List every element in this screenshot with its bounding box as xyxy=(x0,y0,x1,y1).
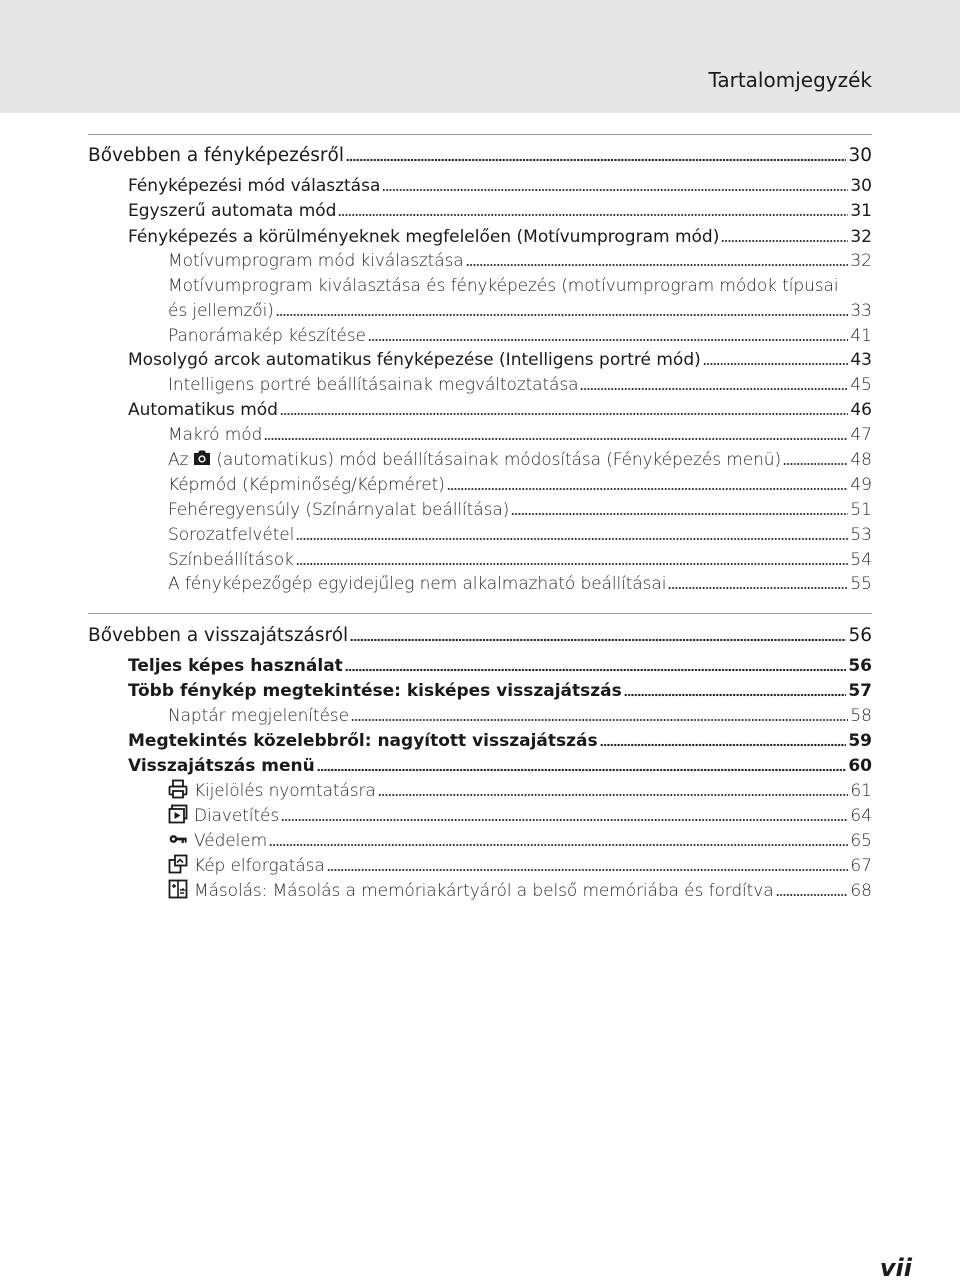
toc-subentry[interactable] xyxy=(168,522,872,548)
toc-subentry[interactable] xyxy=(168,878,872,904)
slide-show-icon xyxy=(168,804,188,824)
dot-leader xyxy=(580,387,848,391)
toc-subentry[interactable] xyxy=(168,571,872,597)
section-divider xyxy=(88,613,872,614)
entry-label: Makró mód xyxy=(168,425,263,445)
entry-page-number: 51 xyxy=(850,500,872,520)
dot-leader xyxy=(280,412,848,416)
dot-leader xyxy=(351,718,848,722)
entry-label: Színbeállítások xyxy=(168,550,294,570)
dot-leader xyxy=(466,263,849,267)
entry-page-number: 53 xyxy=(850,525,872,545)
toc-subentry[interactable] xyxy=(168,778,872,804)
toc-subentry[interactable] xyxy=(168,703,872,729)
entry-label: Egyszerű automata mód xyxy=(128,201,337,221)
entry-label: Sorozatfelvétel xyxy=(168,525,295,545)
entry-label: Automatikus mód xyxy=(128,400,278,420)
copy-icon xyxy=(168,879,188,899)
entry-text xyxy=(128,198,336,224)
dot-leader xyxy=(776,893,849,897)
entry-text xyxy=(168,497,509,523)
toc-subentry[interactable] xyxy=(168,497,872,523)
entry-page-number: 61 xyxy=(850,781,872,801)
section-title[interactable] xyxy=(88,623,872,649)
entry-text xyxy=(128,397,278,423)
dot-leader xyxy=(783,462,848,466)
entry-page-number: 45 xyxy=(850,375,872,395)
entry-page-number: 58 xyxy=(850,706,872,726)
dot-leader xyxy=(447,487,849,491)
section-title[interactable] xyxy=(88,143,872,169)
entry-label: Kijelölés nyomtatásra xyxy=(194,781,376,801)
entry-label: Kép elforgatása xyxy=(194,856,325,876)
dot-leader xyxy=(378,793,849,797)
entry-label: Fényképezés a körülményeknek megfelelően (Motívumprogram mód) xyxy=(128,227,720,247)
toc-entry[interactable] xyxy=(128,173,872,199)
entry-page-number: 56 xyxy=(848,656,872,676)
entry-page-number: 68 xyxy=(850,881,872,901)
entry-label: Védelem xyxy=(194,831,268,851)
entry-page-number: 60 xyxy=(848,756,872,776)
entry-label: Motívumprogram mód kiválasztása xyxy=(168,251,464,271)
entry-label: Motívumprogram kiválasztása és fényképezés (motívumprogram módok típusai xyxy=(168,276,839,296)
page-title: Tartalomjegyzék xyxy=(708,68,872,92)
entry-label: Teljes képes használat xyxy=(128,656,343,676)
toc-subentry[interactable] xyxy=(168,248,872,274)
entry-text xyxy=(128,728,598,754)
page-number: vii xyxy=(879,1254,912,1282)
entry-text-prefix: Az xyxy=(168,450,189,470)
entry-text xyxy=(168,778,376,804)
entry-page-number: 47 xyxy=(850,425,872,445)
dot-leader xyxy=(511,512,848,516)
entry-text xyxy=(168,547,294,573)
entry-label: (automatikus) mód beállításainak módosítása (Fényképezés menü) xyxy=(216,450,781,470)
toc-entry[interactable] xyxy=(128,753,872,779)
entry-page-number: 49 xyxy=(850,475,872,495)
entry-text xyxy=(168,703,349,729)
dot-leader xyxy=(368,338,848,342)
entry-label: Bővebben a fényképezésről xyxy=(88,145,344,166)
entry-text xyxy=(168,273,838,299)
toc-entry[interactable] xyxy=(128,347,872,373)
entry-page-number: 32 xyxy=(850,227,872,247)
entry-text xyxy=(168,803,279,829)
toc-subentry[interactable] xyxy=(168,323,872,349)
dot-leader xyxy=(276,313,849,317)
entry-label: Bővebben a visszajátszásról xyxy=(88,625,349,646)
section-divider xyxy=(88,134,872,135)
toc-entry[interactable] xyxy=(128,224,872,250)
entry-label: Fehéregyensúly (Színárnyalat beállítása) xyxy=(168,500,510,520)
entry-label: Több fénykép megtekintése: kisképes visszajátszás xyxy=(128,681,622,701)
toc-subentry[interactable] xyxy=(168,372,872,398)
print-order-icon xyxy=(168,779,188,799)
dot-leader xyxy=(269,843,848,847)
entry-page-number: 41 xyxy=(850,326,872,346)
entry-text xyxy=(128,173,380,199)
entry-label: Képmód (Képminőség/Képméret) xyxy=(168,475,445,495)
toc-subentry[interactable] xyxy=(168,273,872,299)
toc-entry[interactable] xyxy=(128,198,872,224)
entry-label: és jellemzői) xyxy=(168,301,274,321)
toc-subentry[interactable] xyxy=(168,547,872,573)
toc-subentry[interactable] xyxy=(168,828,872,854)
dot-leader xyxy=(327,868,849,872)
toc-entry[interactable] xyxy=(128,678,872,704)
dot-leader xyxy=(346,158,846,162)
dot-leader xyxy=(264,437,848,441)
entry-text xyxy=(168,472,445,498)
entry-page-number: 67 xyxy=(850,856,872,876)
entry-page-number: 30 xyxy=(850,176,872,196)
toc-subentry[interactable] xyxy=(168,422,872,448)
entry-label: Megtekintés közelebbről: nagyított visszajátszás xyxy=(128,731,598,751)
entry-page-number: 65 xyxy=(850,831,872,851)
entry-page-number: 33 xyxy=(850,301,872,321)
dot-leader xyxy=(281,818,848,822)
entry-page-number: 30 xyxy=(848,145,872,166)
dot-leader xyxy=(345,668,847,672)
toc-subentry[interactable] xyxy=(168,853,872,879)
auto-mode-camera-icon xyxy=(192,449,212,467)
entry-page-number: 54 xyxy=(850,550,872,570)
entry-text xyxy=(168,248,464,274)
entry-text xyxy=(128,347,701,373)
toc-entry[interactable] xyxy=(128,397,872,423)
dot-leader xyxy=(668,586,848,590)
entry-label: Visszajátszás menü xyxy=(128,756,315,776)
entry-text xyxy=(168,447,781,473)
entry-text xyxy=(168,571,666,597)
entry-page-number: 31 xyxy=(850,201,872,221)
entry-label: Fényképezési mód választása xyxy=(128,176,381,196)
entry-text xyxy=(168,522,294,548)
toc-entry[interactable] xyxy=(128,653,872,679)
entry-label: Diavetítés xyxy=(194,806,280,826)
toc-subentry[interactable] xyxy=(168,447,872,473)
rotate-image-icon xyxy=(168,854,188,874)
toc-subentry[interactable] xyxy=(168,803,872,829)
dot-leader xyxy=(317,768,847,772)
entry-label: Naptár megjelenítése xyxy=(168,706,349,726)
entry-page-number: 43 xyxy=(850,350,872,370)
entry-text xyxy=(168,298,274,324)
entry-label: Intelligens portré beállításainak megváltoztatása xyxy=(168,375,579,395)
entry-page-number: 32 xyxy=(850,251,872,271)
dot-leader xyxy=(600,743,847,747)
dot-leader xyxy=(338,213,848,217)
toc-subentry[interactable] xyxy=(168,298,872,324)
entry-text xyxy=(128,678,622,704)
entry-label: A fényképezőgép egyidejűleg nem alkalmazható beállításai xyxy=(168,574,667,594)
toc-entry[interactable] xyxy=(128,728,872,754)
entry-label: Panorámakép készítése xyxy=(168,326,366,346)
dot-leader xyxy=(721,239,848,243)
entry-page-number: 56 xyxy=(848,625,872,646)
entry-text xyxy=(168,372,578,398)
dot-leader xyxy=(624,693,847,697)
dot-leader xyxy=(382,188,848,192)
entry-page-number: 64 xyxy=(850,806,872,826)
entry-page-number: 55 xyxy=(850,574,872,594)
dot-leader xyxy=(350,638,846,642)
entry-page-number: 46 xyxy=(850,400,872,420)
toc-subentry[interactable] xyxy=(168,472,872,498)
dot-leader xyxy=(703,362,849,366)
entry-text xyxy=(128,653,343,679)
entry-page-number: 59 xyxy=(848,731,872,751)
dot-leader xyxy=(296,562,849,566)
entry-text xyxy=(168,422,262,448)
dot-leader xyxy=(296,537,848,541)
entry-text xyxy=(128,224,719,250)
header-band xyxy=(0,0,960,113)
protect-key-icon xyxy=(168,829,188,849)
entry-text xyxy=(168,878,774,904)
entry-text xyxy=(88,143,344,169)
entry-text xyxy=(128,753,315,779)
entry-label: Mosolygó arcok automatikus fényképezése (Intelligens portré mód) xyxy=(128,350,701,370)
entry-text xyxy=(168,853,325,879)
entry-text xyxy=(168,323,366,349)
entry-text xyxy=(168,828,267,854)
entry-page-number: 57 xyxy=(848,681,872,701)
entry-text xyxy=(88,623,348,649)
entry-label: Másolás: Másolás a memóriakártyáról a belső memóriába és fordítva xyxy=(194,881,774,901)
entry-page-number: 48 xyxy=(850,450,872,470)
